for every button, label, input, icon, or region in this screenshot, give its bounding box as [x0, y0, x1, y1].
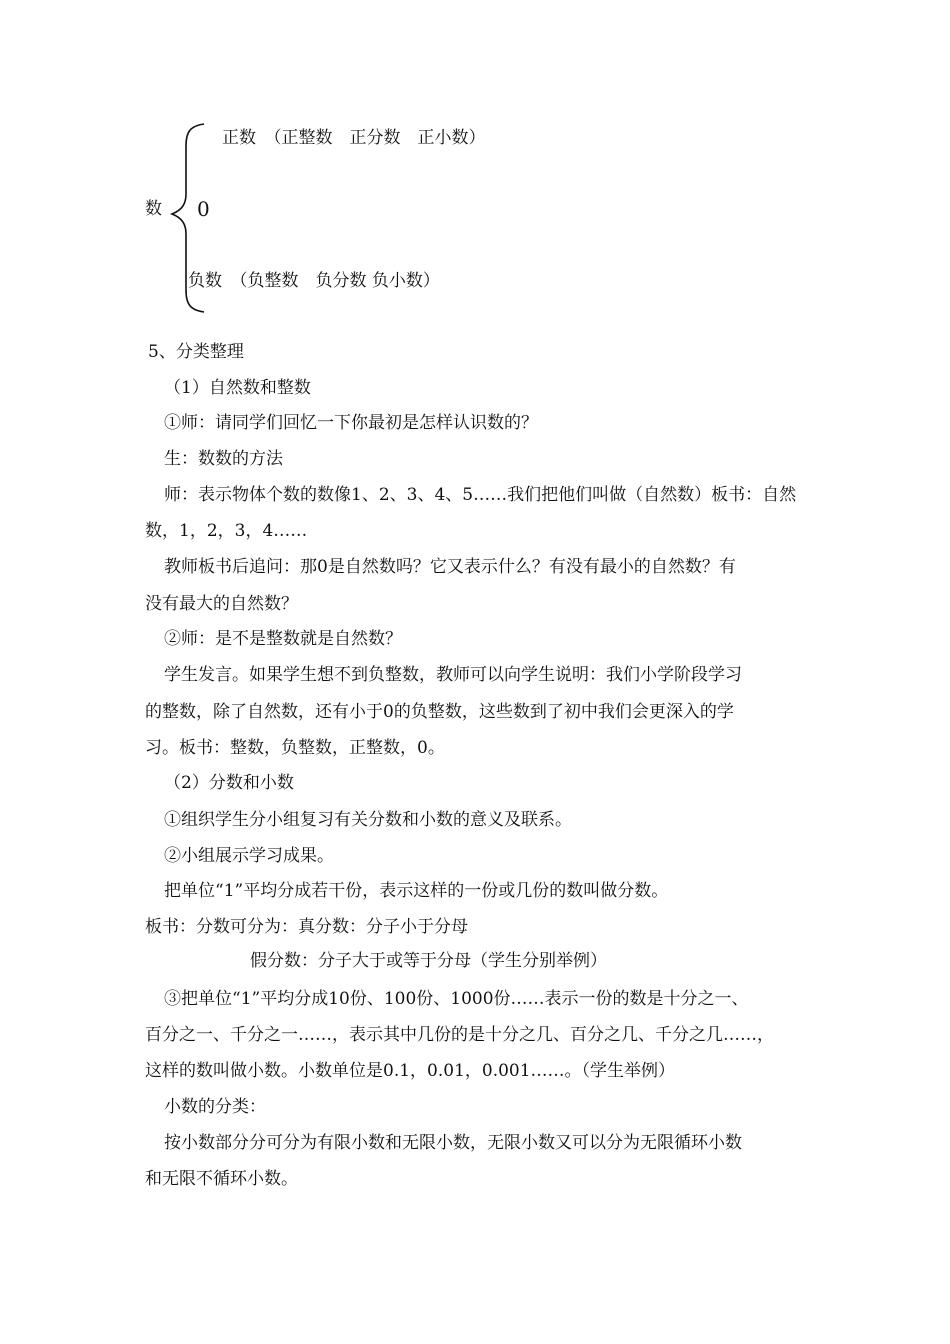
paragraph: 的整数，除了自然数，还有小于0的负整数，这些数到了初中我们会更深入的学	[145, 702, 734, 722]
paragraph: ②小组展示学习成果。	[164, 846, 334, 866]
paragraph: ③把单位“1”平均分成10份、100份、1000份……表示一份的数是十分之一、	[164, 989, 749, 1009]
paragraph: 板书：分数可分为：真分数：分子小于分母	[145, 917, 468, 937]
subsection-title-2: （2）分数和小数	[164, 773, 294, 793]
paragraph: 把单位“1”平均分成若干份，表示这样的一份或几份的数叫做分数。	[164, 881, 669, 901]
subsection-title-1: （1）自然数和整数	[164, 378, 311, 398]
paragraph: 按小数部分分可分为有限小数和无限小数，无限小数又可以分为无限循环小数	[164, 1133, 742, 1153]
diagram-root-label: 数	[145, 199, 162, 219]
paragraph: 和无限不循环小数。	[145, 1169, 298, 1189]
paragraph: 假分数：分子大于或等于分母（学生分别举例）	[250, 951, 607, 971]
paragraph: 没有最大的自然数？	[145, 594, 298, 614]
paragraph: 百分之一、千分之一……，表示其中几份的是十分之几、百分之几、千分之几……，	[145, 1025, 774, 1045]
paragraph: 这样的数叫做小数。小数单位是0.1，0.01，0.001……。（学生举例）	[145, 1061, 676, 1081]
diagram-zero-branch: 0	[197, 197, 210, 221]
paragraph: 生：数数的方法	[164, 449, 283, 469]
paragraph: 小数的分类：	[164, 1097, 266, 1117]
diagram-negative-branch: 负数 （负整数 负分数 负小数）	[188, 271, 440, 291]
paragraph: 师：表示物体个数的数像1、2、3、4、5……我们把他们叫做（自然数）板书：自然	[164, 485, 797, 505]
paragraph: ①组织学生分小组复习有关分数和小数的意义及联系。	[164, 810, 572, 830]
paragraph: 数，1，2，3，4……	[145, 521, 308, 541]
paragraph: 学生发言。如果学生想不到负整数，教师可以向学生说明：我们小学阶段学习	[164, 665, 742, 685]
diagram-positive-branch: 正数 （正整数 正分数 正小数）	[222, 128, 486, 148]
paragraph: 习。板书：整数，负整数，正整数，0。	[145, 738, 445, 758]
paragraph: ①师：请同学们回忆一下你最初是怎样认识数的？	[164, 413, 538, 433]
paragraph: 教师板书后追问：那0是自然数吗？它又表示什么？有没有最小的自然数？有	[164, 557, 736, 577]
paragraph: ②师：是不是整数就是自然数？	[164, 629, 402, 649]
section-title: 5、分类整理	[148, 342, 244, 362]
